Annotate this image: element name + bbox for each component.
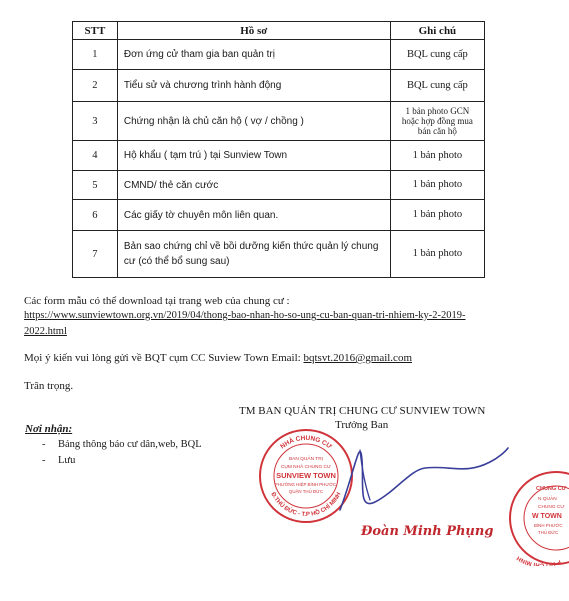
partial-stamp [504,470,569,566]
stamp-line: BÌNH PHƯỚC [534,523,563,528]
stamp-ring-top: NHÀ CHUNG CƯ [279,434,333,451]
row-document: Bản sao chứng chỉ về bồi dưỡng kiến thức quản lý chung cư (có thể bổ sung sau) [117,231,390,278]
contact-line [24,352,412,364]
stamp-line: QUẬN THỦ ĐỨC [288,489,324,494]
row-stt: 7 [73,231,118,278]
row-document: Đơn ứng cử tham gia ban quản trị [117,40,390,70]
row-note: BQL cung cấp [390,70,484,102]
stamp-line: N QUẢN [538,497,557,502]
header-stt: STT [73,22,118,40]
row-document: Hộ khẩu ( tạm trú ) tại Sunview Town [117,141,390,171]
forms-link-continued[interactable]: 2022.html [24,326,67,337]
stamp-line: SUNVIEW TOWN [276,471,336,480]
table-row [73,231,485,278]
contact-email-link[interactable]: bqtsvt.2016@gmail.com [303,352,412,364]
stamp2-ring: P HỒ CHÍ MINH [516,554,562,566]
stamp-line: BAN QUẢN TRỊ [288,457,324,462]
row-stt: 2 [73,70,118,102]
row-note: BQL cung cấp [390,40,484,70]
closing-text: Trân trọng. [24,380,74,392]
row-stt: 5 [73,171,118,200]
forms-note: Các form mẫu có thể download tại trang web của chung cư : [24,295,290,307]
documents-table [72,21,485,278]
row-note: 1 bản photo GCN hoặc hợp đồng mua bán căn hộ [390,102,484,141]
contact-text: Mọi ý kiến vui lòng gửi về BQT cụm CC Suview Town Email: [24,352,304,364]
header-ghi-chu: Ghi chú [390,22,484,40]
signatory-organization: TM BAN QUẢN TRỊ CHUNG CƯ SUNVIEW TOWN [239,405,486,417]
table-row [73,200,485,231]
row-stt: 6 [73,200,118,231]
row-document: Tiểu sử và chương trình hành động [117,70,390,102]
table-row [73,102,485,141]
handwritten-signature [300,440,510,520]
stamp-line: CHUNG CƯ [538,505,565,510]
recipients-title: Nơi nhận: [25,423,73,435]
table-row [73,141,485,171]
row-stt: 1 [73,40,118,70]
row-stt: 4 [73,141,118,171]
stamp-ring-bottom: Đ.THỦ ĐỨC - T.P HỒ CHÍ MINH [269,491,343,519]
forms-link[interactable]: https://www.sunviewtown.org.vn/2019/04/thong-bao-nhan-ho-so-ung-cu-ban-quan-tri-nhiem-ky-2-2019- [24,310,466,321]
row-note: 1 bản photo [390,141,484,171]
row-stt: 3 [73,102,118,141]
stamp-line: PHƯỜNG HIỆP BÌNH PHƯỚC, [274,482,338,487]
row-note: 1 bản photo [390,231,484,278]
stamp-line: CHUNG CƯ [536,486,567,492]
header-ho-so: Hồ sơ [117,22,390,40]
signatory-role: Trưởng Ban [335,419,389,431]
table-header-row [73,22,485,40]
row-note: 1 bản photo [390,171,484,200]
list-item: - Bảng thông báo cư dân,web, BQL [42,437,202,453]
table-row [73,40,485,70]
list-item: - Lưu [42,453,202,469]
signatory-name: Đoàn Minh Phụng [361,524,494,539]
row-document: CMND/ thẻ căn cước [117,171,390,200]
row-document: Các giấy tờ chuyên môn liên quan. [117,200,390,231]
stamp-line: CỤM NHÀ CHUNG CƯ [280,465,332,470]
table-row [73,70,485,102]
row-document: Chứng nhận là chủ căn hộ ( vợ / chồng ) [117,102,390,141]
stamp-line: W TOWN [532,513,562,520]
table-row [73,171,485,200]
row-note: 1 bản photo [390,200,484,231]
stamp-line: THỦ ĐỨC [538,530,559,535]
recipients-list [42,437,202,469]
